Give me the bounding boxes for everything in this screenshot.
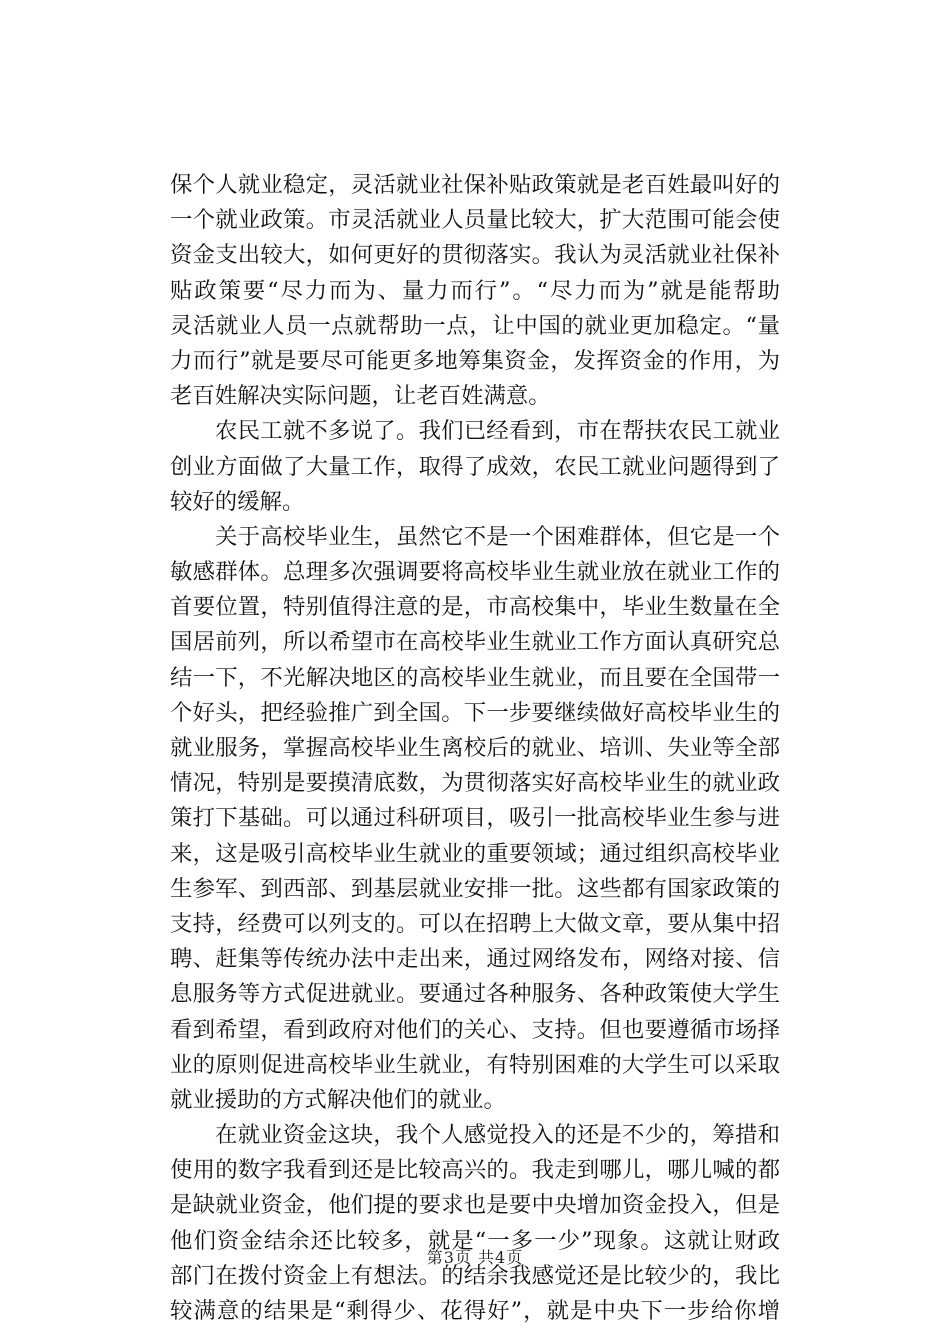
- text-line: 策打下基础。可以通过科研项目，吸引一批高校毕业生参与进: [170, 805, 780, 832]
- text-line: 就业服务，掌握高校毕业生离校后的就业、培训、失业等全部: [170, 735, 780, 761]
- paragraph-1: [170, 168, 780, 414]
- text-line: 敏感群体。总理多次强调要将高校毕业生就业放在就业工作的: [170, 559, 780, 586]
- text-line: 支持，经费可以列支的。可以在招聘上大做文章，要从集中招: [170, 910, 780, 937]
- text-line: 较满意的结果是“剩得少、花得好”，就是中央下一步给你增: [170, 1298, 780, 1324]
- text-line: 使用的数字我看到还是比较高兴的。我走到哪儿，哪儿喊的都: [170, 1157, 780, 1184]
- text-line: 力而行”就是要尽可能更多地筹集资金，发挥资金的作用，为: [170, 347, 780, 374]
- paragraph-4: [170, 1118, 780, 1329]
- text-line: 农民工就不多说了。我们已经看到，市在帮扶农民工就业: [215, 418, 780, 445]
- text-line: 来，这是吸引高校毕业生就业的重要领域；通过组织高校毕业: [170, 840, 780, 867]
- text-line: 贴政策要“尽力而为、量力而行”。“尽力而为”就是能帮助: [170, 277, 780, 304]
- page-footer: [0, 1248, 950, 1268]
- document-body: [170, 168, 780, 1329]
- paragraph-3: [170, 520, 780, 1118]
- text-line: 较好的缓解。: [170, 488, 305, 515]
- text-line: 老百姓解决实际问题，让老百姓满意。: [170, 383, 551, 410]
- paragraph-2: [170, 414, 780, 520]
- text-line: 一个就业政策。市灵活就业人员量比较大，扩大范围可能会使: [170, 207, 780, 234]
- text-line: 就业援助的方式解决他们的就业。: [170, 1086, 506, 1113]
- text-line: 看到希望，看到政府对他们的关心、支持。但也要遵循市场择: [170, 1016, 780, 1043]
- text-line: 是缺就业资金，他们提的要求也是要中央增加资金投入，但是: [170, 1192, 780, 1219]
- text-line: 聘、赶集等传统办法中走出来，通过网络发布，网络对接、信: [170, 946, 780, 973]
- text-line: 创业方面做了大量工作，取得了成效，农民工就业问题得到了: [170, 453, 780, 480]
- text-line: 在就业资金这块，我个人感觉投入的还是不少的，筹措和: [215, 1122, 780, 1149]
- text-line: 息服务等方式促进就业。要通过各种服务、各种政策使大学生: [170, 981, 780, 1008]
- text-line: 部门在拨付资金上有想法。的结余我感觉还是比较少的，我比: [170, 1262, 780, 1289]
- text-line: 业的原则促进高校毕业生就业，有特别困难的大学生可以采取: [170, 1051, 780, 1078]
- text-line: 首要位置，特别值得注意的是，市高校集中，毕业生数量在全: [170, 594, 780, 621]
- text-line: 关于高校毕业生，虽然它不是一个困难群体，但它是一个: [215, 523, 780, 550]
- text-line: 结一下，不光解决地区的高校毕业生就业，而且要在全国带一: [170, 664, 780, 691]
- text-line: 个好头，把经验推广到全国。下一步要继续做好高校毕业生的: [170, 699, 780, 726]
- page-number: 第3页 共4页: [426, 1248, 524, 1267]
- text-line: 他们资金结余还比较多，就是“一多一少”现象。这就让财政: [170, 1227, 780, 1254]
- text-line: 国居前列，所以希望市在高校毕业生就业工作方面认真研究总: [170, 629, 780, 656]
- text-line: 生参军、到西部、到基层就业安排一批。这些都有国家政策的: [170, 875, 780, 902]
- text-line: 情况，特别是要摸清底数，为贯彻落实好高校毕业生的就业政: [170, 770, 780, 797]
- text-line: 灵活就业人员一点就帮助一点，让中国的就业更加稳定。“量: [170, 312, 780, 339]
- text-line: 资金支出较大，如何更好的贯彻落实。我认为灵活就业社保补: [170, 242, 780, 269]
- text-line: 保个人就业稳定，灵活就业社保补贴政策就是老百姓最叫好的: [170, 172, 780, 198]
